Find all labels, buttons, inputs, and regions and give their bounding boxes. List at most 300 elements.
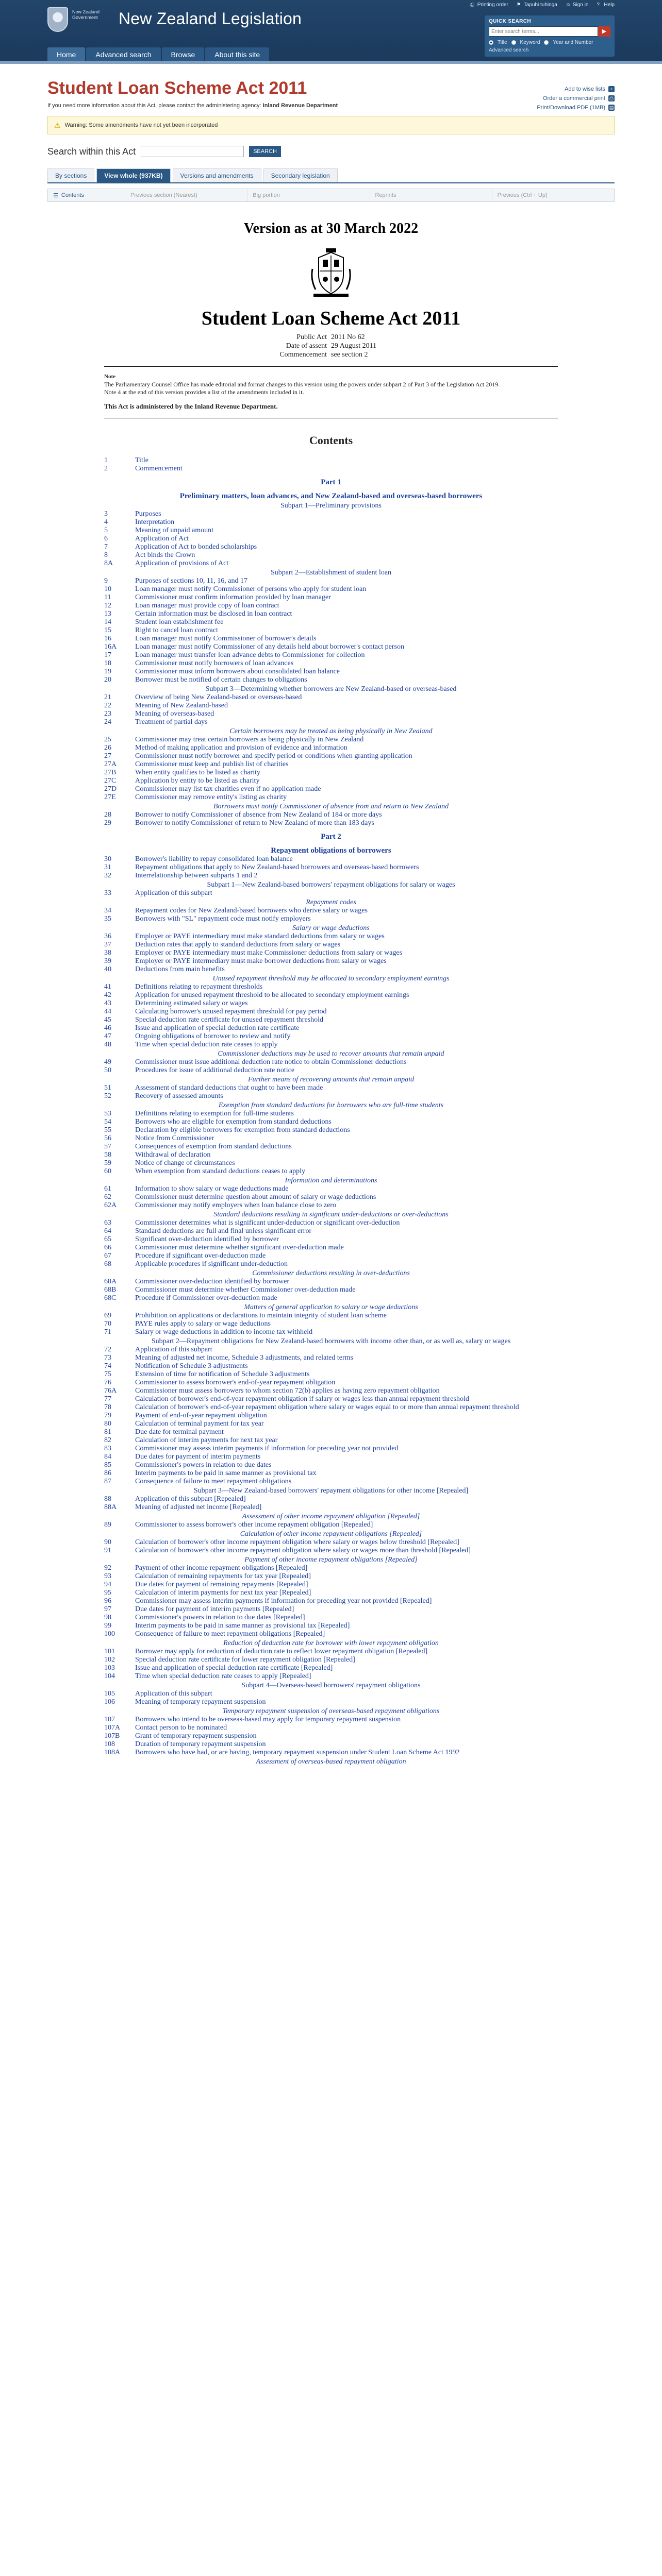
toc-cross-heading[interactable]: Assessment of overseas-based repayment obligation bbox=[256, 1758, 406, 1766]
flag-icon: ⚑ bbox=[516, 2, 521, 8]
toc-row[interactable] bbox=[104, 1024, 558, 1032]
site-title[interactable]: New Zealand Legislation bbox=[119, 9, 302, 28]
toc-section-number: 4 bbox=[104, 518, 108, 526]
toc-row[interactable] bbox=[104, 1126, 558, 1134]
toc-row[interactable] bbox=[104, 543, 558, 551]
toc-row[interactable] bbox=[104, 594, 558, 602]
toc-section-number: 24 bbox=[104, 718, 111, 726]
toc-row[interactable] bbox=[104, 1564, 558, 1572]
toc-section-title: Standard deductions are full and final unless significant error bbox=[135, 1227, 312, 1235]
nav-home[interactable]: Home bbox=[47, 47, 85, 61]
toc-cross-heading[interactable]: Reduction of deduction rate for borrower with lower repayment obligation bbox=[223, 1639, 439, 1647]
toc-row[interactable] bbox=[104, 676, 558, 684]
toc-section-number: 9 bbox=[104, 577, 108, 585]
toc-row[interactable] bbox=[104, 1151, 558, 1159]
toc-section-title: Commissioner may remove entity's listing as charity bbox=[135, 793, 287, 801]
radio-keyword[interactable] bbox=[511, 40, 516, 45]
toc-row[interactable] bbox=[104, 941, 558, 949]
toc-row[interactable] bbox=[104, 752, 558, 760]
toc-row[interactable] bbox=[104, 1495, 558, 1503]
version-heading: Version as at 30 March 2022 bbox=[243, 221, 419, 236]
toc-row[interactable] bbox=[104, 1605, 558, 1614]
toc-row[interactable] bbox=[104, 949, 558, 957]
toc-row[interactable] bbox=[104, 1453, 558, 1461]
toc-section-title: Deductions from main benefits bbox=[135, 965, 225, 973]
toc-row[interactable] bbox=[104, 535, 558, 543]
toc-row[interactable] bbox=[104, 1572, 558, 1581]
toc-section-title: Payment of other income repayment obligations [Repealed] bbox=[135, 1564, 308, 1572]
toc-section-title: Repayment obligations that apply to New Zealand-based borrowers and overseas-based borrowers bbox=[135, 863, 419, 871]
toc-row[interactable] bbox=[104, 1346, 558, 1354]
toc-section-title: Loan manager must transfer loan advance debts to Commissioner for collection bbox=[135, 651, 365, 659]
toc-row[interactable] bbox=[104, 1092, 558, 1100]
agency-link[interactable]: Inland Revenue Department bbox=[262, 103, 338, 109]
toc-section-number: 64 bbox=[104, 1227, 111, 1235]
toc-row[interactable] bbox=[104, 1581, 558, 1589]
toc-cross-heading[interactable]: Temporary repayment suspension of overseas-based repayment obligations bbox=[222, 1707, 440, 1715]
toc-row[interactable] bbox=[104, 527, 558, 535]
nav-advanced-search[interactable]: Advanced search bbox=[86, 47, 160, 61]
toc-row[interactable] bbox=[104, 957, 558, 965]
toc-row[interactable] bbox=[104, 1614, 558, 1622]
search-within-heading: Search within this Act bbox=[47, 146, 136, 157]
toc-row[interactable] bbox=[104, 1698, 558, 1706]
toc-row[interactable] bbox=[104, 456, 558, 465]
toc-cross-heading[interactable]: Standard deductions resulting in significant under-deductions or over-deductions bbox=[213, 1211, 449, 1218]
toc-cross-heading[interactable]: Salary or wage deductions bbox=[292, 924, 370, 932]
toc-row[interactable] bbox=[104, 1445, 558, 1453]
toc-row[interactable] bbox=[104, 1219, 558, 1227]
toc-row[interactable] bbox=[104, 518, 558, 527]
order-print-link[interactable]: Order a commercial print ⎙ bbox=[537, 94, 615, 103]
toc-section-number: 8 bbox=[104, 551, 108, 559]
tab-secondary-legislation[interactable]: Secondary legislation bbox=[263, 168, 338, 182]
toc-row[interactable] bbox=[104, 1716, 558, 1724]
toc-row[interactable] bbox=[104, 1690, 558, 1698]
toc-section-number: 41 bbox=[104, 983, 111, 991]
toc-section-number: 88A bbox=[104, 1503, 117, 1511]
toc-row[interactable] bbox=[104, 1630, 558, 1638]
nav-browse[interactable]: Browse bbox=[162, 47, 205, 61]
toc-row[interactable] bbox=[104, 1597, 558, 1605]
toc-section-title: Interim payments to be paid in same manner as provisional tax [Repealed] bbox=[135, 1622, 350, 1630]
toc-subpart-heading[interactable]: Subpart 2—Establishment of student loan bbox=[270, 569, 392, 577]
toc-row[interactable] bbox=[104, 889, 558, 897]
toc-row[interactable] bbox=[104, 710, 558, 718]
toc-section-title: Extension of time for notification of Schedule 3 adjustments bbox=[135, 1370, 310, 1378]
quick-search-input[interactable] bbox=[489, 26, 598, 37]
toc-section-title: Meaning of New Zealand-based bbox=[135, 702, 228, 709]
toc-row[interactable] bbox=[104, 1032, 558, 1041]
printer-icon: ⎙ bbox=[470, 2, 474, 8]
tab-versions-amendments[interactable]: Versions and amendments bbox=[173, 168, 261, 182]
toc-row[interactable] bbox=[104, 744, 558, 752]
toc-row[interactable] bbox=[104, 1110, 558, 1118]
toc-row[interactable] bbox=[104, 668, 558, 676]
toc-section-title: Commissioner must determine question about amount of salary or wage deductions bbox=[135, 1193, 376, 1201]
toc-section-title: Commissioner may notify employers when loan balance close to zero bbox=[135, 1201, 336, 1209]
toc-section-number: 52 bbox=[104, 1092, 111, 1100]
toc-cross-heading[interactable]: Payment of other income repayment obligations [Repealed] bbox=[244, 1556, 418, 1564]
toc-row[interactable] bbox=[104, 907, 558, 915]
toc-section-number: 106 bbox=[104, 1698, 115, 1706]
toc-row[interactable] bbox=[104, 465, 558, 473]
toc-row[interactable] bbox=[104, 560, 558, 568]
toc-section-number: 60 bbox=[104, 1167, 111, 1175]
toc-section-title: Commissioner must assess borrowers to whom section 72(b) applies as having zero repayment obligation bbox=[135, 1387, 440, 1395]
act-title: Student Loan Scheme Act 2011 bbox=[47, 78, 307, 98]
info-line: If you need more information about this Act, please contact the administering agency: Inland Revenue Department bbox=[47, 103, 338, 109]
toc-row[interactable] bbox=[104, 1656, 558, 1664]
administered-by: This Act is administered by the Inland Revenue Department. bbox=[104, 402, 278, 410]
toc-section-title: Calculation of borrower's end-of-year repayment obligation where salary or wages equal to or more than annual repayment threshold bbox=[135, 1403, 519, 1411]
toc-row[interactable] bbox=[104, 1732, 558, 1740]
toc-row[interactable] bbox=[104, 999, 558, 1008]
table-of-contents bbox=[104, 456, 558, 1766]
toc-section-number: 75 bbox=[104, 1370, 111, 1378]
toc-row[interactable] bbox=[104, 769, 558, 777]
toolbar-reprints[interactable]: Reprints bbox=[370, 189, 492, 201]
toc-section-number: 71 bbox=[104, 1328, 111, 1336]
toc-row[interactable] bbox=[104, 1354, 558, 1362]
add-to-wise-lists-link[interactable]: Add to wise lists + bbox=[537, 84, 615, 94]
toc-section-number: 25 bbox=[104, 736, 111, 743]
toc-row[interactable] bbox=[104, 635, 558, 643]
toc-section-number: 53 bbox=[104, 1110, 111, 1117]
toc-cross-heading[interactable]: Certain borrowers may be treated as being physically in New Zealand bbox=[229, 727, 433, 735]
toc-subpart-heading[interactable]: Subpart 2—Repayment obligations for New Zealand-based borrowers with income other than, or as well as, salary or wages bbox=[151, 1337, 511, 1345]
toc-row[interactable] bbox=[104, 1016, 558, 1024]
tab-by-sections[interactable]: By sections bbox=[47, 168, 94, 182]
toc-row[interactable] bbox=[104, 1260, 558, 1268]
toc-part-heading[interactable]: Repayment obligations of borrowers bbox=[271, 846, 391, 855]
toc-row[interactable] bbox=[104, 811, 558, 819]
main-content bbox=[47, 78, 615, 1766]
toc-row[interactable] bbox=[104, 618, 558, 626]
toc-cross-heading[interactable]: Further means of recovering amounts that remain unpaid bbox=[247, 1076, 415, 1083]
toc-row[interactable] bbox=[104, 1521, 558, 1529]
toc-cross-heading[interactable]: Information and determinations bbox=[285, 1177, 377, 1184]
toc-section-number: 48 bbox=[104, 1041, 111, 1048]
toc-section-title: Prohibition on applications or declarations to maintain integrity of student loan scheme bbox=[135, 1312, 387, 1319]
toc-row[interactable] bbox=[104, 1134, 558, 1143]
toc-section-title: Deduction rates that apply to standard deductions from salary or wages bbox=[135, 941, 341, 948]
toc-section-title: Borrower to notify Commissioner of absence from New Zealand of 184 or more days bbox=[135, 811, 382, 819]
toc-section-number: 98 bbox=[104, 1614, 111, 1621]
toc-row[interactable] bbox=[104, 1428, 558, 1436]
toc-section-number: 13 bbox=[104, 610, 111, 618]
toc-row[interactable] bbox=[104, 1244, 558, 1252]
toc-section-title: Commissioner may assess interim payments if information for preceding year not provided bbox=[135, 1445, 399, 1452]
toc-row[interactable] bbox=[104, 1252, 558, 1260]
toc-section-number: 94 bbox=[104, 1581, 111, 1588]
toc-section-number: 29 bbox=[104, 819, 111, 827]
toc-row[interactable] bbox=[104, 693, 558, 702]
toc-row[interactable] bbox=[104, 1379, 558, 1387]
main-nav bbox=[47, 47, 269, 61]
commencement-link[interactable]: see section 2 bbox=[331, 351, 368, 359]
toc-section-title: Notification of Schedule 3 adjustments bbox=[135, 1362, 248, 1370]
toc-section-title: Procedure if significant over-deduction made bbox=[135, 1252, 266, 1260]
toc-section-number: 27A bbox=[104, 760, 117, 768]
toolbar-previous-section[interactable]: Previous section (Nearest) bbox=[125, 189, 247, 201]
toc-section-number: 44 bbox=[104, 1008, 111, 1015]
toc-row[interactable] bbox=[104, 1724, 558, 1732]
toc-row[interactable] bbox=[104, 1420, 558, 1428]
toc-section-number: 79 bbox=[104, 1412, 111, 1419]
toc-section-title: Act binds the Crown bbox=[135, 551, 195, 559]
search-within-button[interactable]: SEARCH bbox=[249, 146, 281, 157]
toc-section-number: 96 bbox=[104, 1597, 111, 1605]
toc-section-title: Student loan establishment fee bbox=[135, 618, 224, 626]
toc-row[interactable] bbox=[104, 1547, 558, 1555]
toc-row[interactable] bbox=[104, 718, 558, 726]
toc-section-number: 54 bbox=[104, 1118, 111, 1126]
toc-row[interactable] bbox=[104, 915, 558, 923]
quick-search-panel: QUICK SEARCH Enter search terms... ▶ Title Keyword Year and Number Advanced search bbox=[485, 15, 615, 57]
toc-section-title: Employer or PAYE intermediary must make borrower deductions from salary or wages bbox=[135, 957, 387, 965]
toc-cross-heading[interactable]: Commissioner deductions resulting in over-deductions bbox=[252, 1269, 410, 1277]
toc-section-number: 85 bbox=[104, 1461, 111, 1469]
toc-subpart-heading[interactable]: Subpart 3—New Zealand-based borrowers' repayment obligations for other income [Repealed] bbox=[193, 1487, 469, 1495]
toc-section-number: 72 bbox=[104, 1346, 111, 1353]
toc-row[interactable] bbox=[104, 1436, 558, 1445]
toc-row[interactable] bbox=[104, 1370, 558, 1379]
tab-view-whole[interactable]: View whole (937KB) bbox=[96, 168, 170, 182]
toc-row[interactable] bbox=[104, 1041, 558, 1049]
toc-section-title: Purposes bbox=[135, 510, 161, 518]
toc-part-heading[interactable]: Preliminary matters, loan advances, and New Zealand-based and overseas-based borrowers bbox=[179, 492, 483, 500]
toc-section-title: Overview of being New Zealand-based or overseas-based bbox=[135, 693, 302, 701]
toc-row[interactable] bbox=[104, 1740, 558, 1749]
toc-section-title: Commissioner must notify borrowers of loan advances bbox=[135, 659, 294, 667]
toc-section-title: Loan manager must notify Commissioner of any details held about borrower's contact person bbox=[135, 643, 404, 651]
toc-cross-heading[interactable]: Assessment of other income repayment obligation [Repealed] bbox=[242, 1513, 420, 1520]
toc-section-title: Due date for terminal payment bbox=[135, 1428, 224, 1436]
util-link-sign-in[interactable]: ☺ Sign in bbox=[565, 2, 589, 8]
toc-row[interactable] bbox=[104, 1118, 558, 1126]
toc-cross-heading[interactable]: Unused repayment threshold may be allocated to secondary employment earnings bbox=[212, 975, 450, 982]
gov-text: New Zealand Government bbox=[72, 9, 100, 20]
toc-row[interactable] bbox=[104, 1387, 558, 1395]
warning-box: ⚠ Warning: Some amendments have not yet been incorporated bbox=[47, 116, 615, 134]
toc-row[interactable] bbox=[104, 1403, 558, 1412]
toc-section-number: 38 bbox=[104, 949, 111, 957]
user-icon: ☺ bbox=[565, 2, 571, 8]
toc-section-number: 16 bbox=[104, 635, 111, 642]
toc-subpart-heading[interactable]: Subpart 4—Overseas-based borrowers' repayment obligations bbox=[241, 1682, 421, 1689]
toc-section-number: 78 bbox=[104, 1403, 111, 1411]
toc-row[interactable] bbox=[104, 651, 558, 659]
toc-row[interactable] bbox=[104, 1058, 558, 1066]
toc-section-number: 104 bbox=[104, 1672, 115, 1680]
toc-section-number: 103 bbox=[104, 1664, 115, 1672]
toc-section-number: 59 bbox=[104, 1159, 111, 1167]
toc-row[interactable] bbox=[104, 1320, 558, 1328]
search-within-input[interactable] bbox=[141, 146, 244, 157]
toc-row[interactable] bbox=[104, 626, 558, 635]
toc-section-title: Interpretation bbox=[135, 518, 175, 526]
toc-row[interactable] bbox=[104, 1622, 558, 1630]
note-block: Note The Parliamentary Counsel Office has made editorial and format changes to this version using the powers under subpart 2 of Part 3 of the Legislation Act 2019. Note 4 at the end of this version provides a list of the amendments included in it. bbox=[104, 374, 500, 396]
toc-section-number: 18 bbox=[104, 659, 111, 667]
toc-section-number: 93 bbox=[104, 1572, 111, 1580]
toc-row[interactable] bbox=[104, 983, 558, 991]
nav-about[interactable]: About this site bbox=[205, 47, 269, 61]
toc-section-number: 11 bbox=[104, 594, 111, 601]
toc-section-number: 21 bbox=[104, 693, 111, 701]
toc-part-heading[interactable]: Part 2 bbox=[321, 833, 341, 841]
toc-row[interactable] bbox=[104, 1167, 558, 1176]
toc-section-number: 101 bbox=[104, 1648, 115, 1655]
toc-section-title: Commissioner may list tax charities even if no application made bbox=[135, 785, 321, 793]
toc-row[interactable] bbox=[104, 933, 558, 941]
toc-row[interactable] bbox=[104, 1286, 558, 1294]
toc-section-number: 62A bbox=[104, 1201, 117, 1209]
toc-section-title: Commissioner to assess borrower's other income repayment obligation [Repealed] bbox=[135, 1521, 373, 1529]
radio-year-number[interactable] bbox=[544, 40, 549, 45]
toc-section-title: Commissioner must determine whether significant over-deduction made bbox=[135, 1244, 344, 1251]
toc-row[interactable] bbox=[104, 602, 558, 610]
toc-cross-heading[interactable]: Exemption from standard deductions for borrowers who are full-time students bbox=[218, 1101, 444, 1109]
toc-subpart-heading[interactable]: Subpart 3—Determining whether borrowers are New Zealand-based or overseas-based bbox=[205, 685, 457, 693]
toc-row[interactable] bbox=[104, 855, 558, 863]
toc-section-number: 36 bbox=[104, 933, 111, 940]
toc-section-title: Borrower's liability to repay consolidated loan balance bbox=[135, 855, 293, 863]
toolbar-big-portion[interactable]: Big portion bbox=[247, 189, 370, 201]
toc-row[interactable] bbox=[104, 1066, 558, 1075]
toc-cross-heading[interactable]: Matters of general application to salary or wage deductions bbox=[244, 1303, 418, 1311]
toc-row[interactable] bbox=[104, 1362, 558, 1370]
toc-section-number: 84 bbox=[104, 1453, 111, 1461]
toc-row[interactable] bbox=[104, 1278, 558, 1286]
toolbar-contents[interactable]: ☰ Contents bbox=[48, 189, 125, 201]
toc-row[interactable] bbox=[104, 1328, 558, 1336]
toc-row[interactable] bbox=[104, 585, 558, 594]
toc-cross-heading[interactable]: Commissioner deductions may be used to recover amounts that remain unpaid bbox=[218, 1050, 444, 1058]
toc-section-title: Notice from Commissioner bbox=[135, 1134, 214, 1142]
toc-section-title: Application of this subpart [Repealed] bbox=[135, 1495, 246, 1503]
toc-row[interactable] bbox=[104, 872, 558, 880]
toc-section-number: 68A bbox=[104, 1278, 117, 1285]
toc-cross-heading[interactable]: Calculation of other income repayment obligations [Repealed] bbox=[240, 1530, 422, 1538]
toc-section-number: 76A bbox=[104, 1387, 117, 1395]
toc-section-number: 76 bbox=[104, 1379, 111, 1386]
toc-row[interactable] bbox=[104, 1648, 558, 1656]
toc-section-title: Definitions relating to repayment thresholds bbox=[135, 983, 263, 991]
toc-section-number: 27 bbox=[104, 752, 111, 760]
toc-section-number: 3 bbox=[104, 510, 108, 518]
toolbar-previous[interactable]: Previous (Ctrl + Up) bbox=[497, 192, 548, 198]
toc-section-number: 90 bbox=[104, 1538, 111, 1546]
toc-cross-heading[interactable]: Repayment codes bbox=[306, 899, 356, 906]
toc-row[interactable] bbox=[104, 1235, 558, 1244]
toc-row[interactable] bbox=[104, 1159, 558, 1167]
toc-cross-heading[interactable]: Borrowers must notify Commissioner of absence from and return to New Zealand bbox=[213, 803, 449, 810]
toc-row[interactable] bbox=[104, 659, 558, 668]
toc-row[interactable] bbox=[104, 793, 558, 802]
toc-row[interactable] bbox=[104, 1664, 558, 1672]
toc-row[interactable] bbox=[104, 1008, 558, 1016]
toc-row[interactable] bbox=[104, 1672, 558, 1681]
toc-row[interactable] bbox=[104, 965, 558, 974]
toc-section-title: Commissioner must determine whether Commissioner over-deduction made bbox=[135, 1286, 356, 1294]
toc-row[interactable] bbox=[104, 1201, 558, 1210]
toc-row[interactable] bbox=[104, 1469, 558, 1478]
util-link-help[interactable]: ? Help bbox=[597, 2, 615, 8]
toc-row[interactable] bbox=[104, 1749, 558, 1757]
toc-section-number: 46 bbox=[104, 1024, 111, 1032]
toc-row[interactable] bbox=[104, 1461, 558, 1469]
toc-section-title: Application of this subpart bbox=[135, 1346, 212, 1353]
toc-row[interactable] bbox=[104, 736, 558, 744]
toc-row[interactable] bbox=[104, 1478, 558, 1486]
toc-row[interactable] bbox=[104, 785, 558, 793]
toc-row[interactable] bbox=[104, 1143, 558, 1151]
nz-crest-logo[interactable] bbox=[47, 7, 68, 32]
toc-section-title: Commissioner must issue additional deduction rate notice to obtain Commissioner deductions bbox=[135, 1058, 407, 1066]
toc-section-number: 10 bbox=[104, 585, 111, 593]
toc-section-number: 12 bbox=[104, 602, 111, 609]
util-link-maori[interactable]: ⚑ Tapuhi tuhinga bbox=[516, 2, 557, 8]
toc-row[interactable] bbox=[104, 551, 558, 560]
toc-section-title: Purposes of sections 10, 11, 16, and 17 bbox=[135, 577, 248, 585]
toc-row[interactable] bbox=[104, 577, 558, 585]
toc-section-number: 107A bbox=[104, 1724, 121, 1732]
toc-row[interactable] bbox=[104, 643, 558, 651]
toc-row[interactable] bbox=[104, 1395, 558, 1403]
toc-section-title: Borrowers who are eligible for exemption from standard deductions bbox=[135, 1118, 332, 1126]
toc-row[interactable] bbox=[104, 1589, 558, 1597]
act-name: Student Loan Scheme Act 2011 bbox=[201, 308, 461, 329]
toc-row[interactable] bbox=[104, 1084, 558, 1092]
toc-section-number: 23 bbox=[104, 710, 111, 718]
quick-search-button[interactable]: ▶ bbox=[598, 26, 610, 37]
toc-row[interactable] bbox=[104, 863, 558, 872]
toc-row[interactable] bbox=[104, 991, 558, 999]
toc-row[interactable] bbox=[104, 1412, 558, 1420]
toc-row[interactable] bbox=[104, 510, 558, 518]
radio-title[interactable] bbox=[489, 40, 493, 45]
toc-row[interactable] bbox=[104, 1294, 558, 1302]
toc-section-title: Application by entity to be listed as charity bbox=[135, 777, 260, 785]
toc-section-title: Information to show salary or wage deductions made bbox=[135, 1185, 289, 1193]
toc-row[interactable] bbox=[104, 1538, 558, 1547]
toc-section-number: 108A bbox=[104, 1749, 121, 1756]
toc-row[interactable] bbox=[104, 1503, 558, 1512]
toc-row[interactable] bbox=[104, 1227, 558, 1235]
quick-search-advanced-link[interactable]: Advanced search bbox=[489, 47, 529, 53]
toc-section-number: 27D bbox=[104, 785, 117, 793]
toc-row[interactable] bbox=[104, 1193, 558, 1201]
download-pdf-link[interactable]: Print/Download PDF (1MB) ▤ bbox=[537, 105, 614, 111]
toc-section-number: 74 bbox=[104, 1362, 111, 1370]
toc-row[interactable] bbox=[104, 760, 558, 769]
toc-row[interactable] bbox=[104, 702, 558, 710]
util-link-print[interactable]: ⎙ Printing order bbox=[470, 2, 508, 8]
toc-section-number: 107 bbox=[104, 1716, 115, 1723]
toc-section-title: Determining estimated salary or wages bbox=[135, 999, 248, 1007]
toc-part-heading[interactable]: Part 1 bbox=[321, 478, 341, 486]
toc-row[interactable] bbox=[104, 777, 558, 785]
toc-row[interactable] bbox=[104, 1312, 558, 1320]
toc-row[interactable] bbox=[104, 1185, 558, 1193]
toc-subpart-heading[interactable]: Subpart 1—New Zealand-based borrowers' repayment obligations for salary or wages bbox=[207, 881, 455, 889]
toc-subpart-heading[interactable]: Subpart 1—Preliminary provisions bbox=[280, 502, 382, 510]
toc-row[interactable] bbox=[104, 610, 558, 618]
toc-row[interactable] bbox=[104, 819, 558, 827]
toc-section-number: 77 bbox=[104, 1395, 111, 1403]
